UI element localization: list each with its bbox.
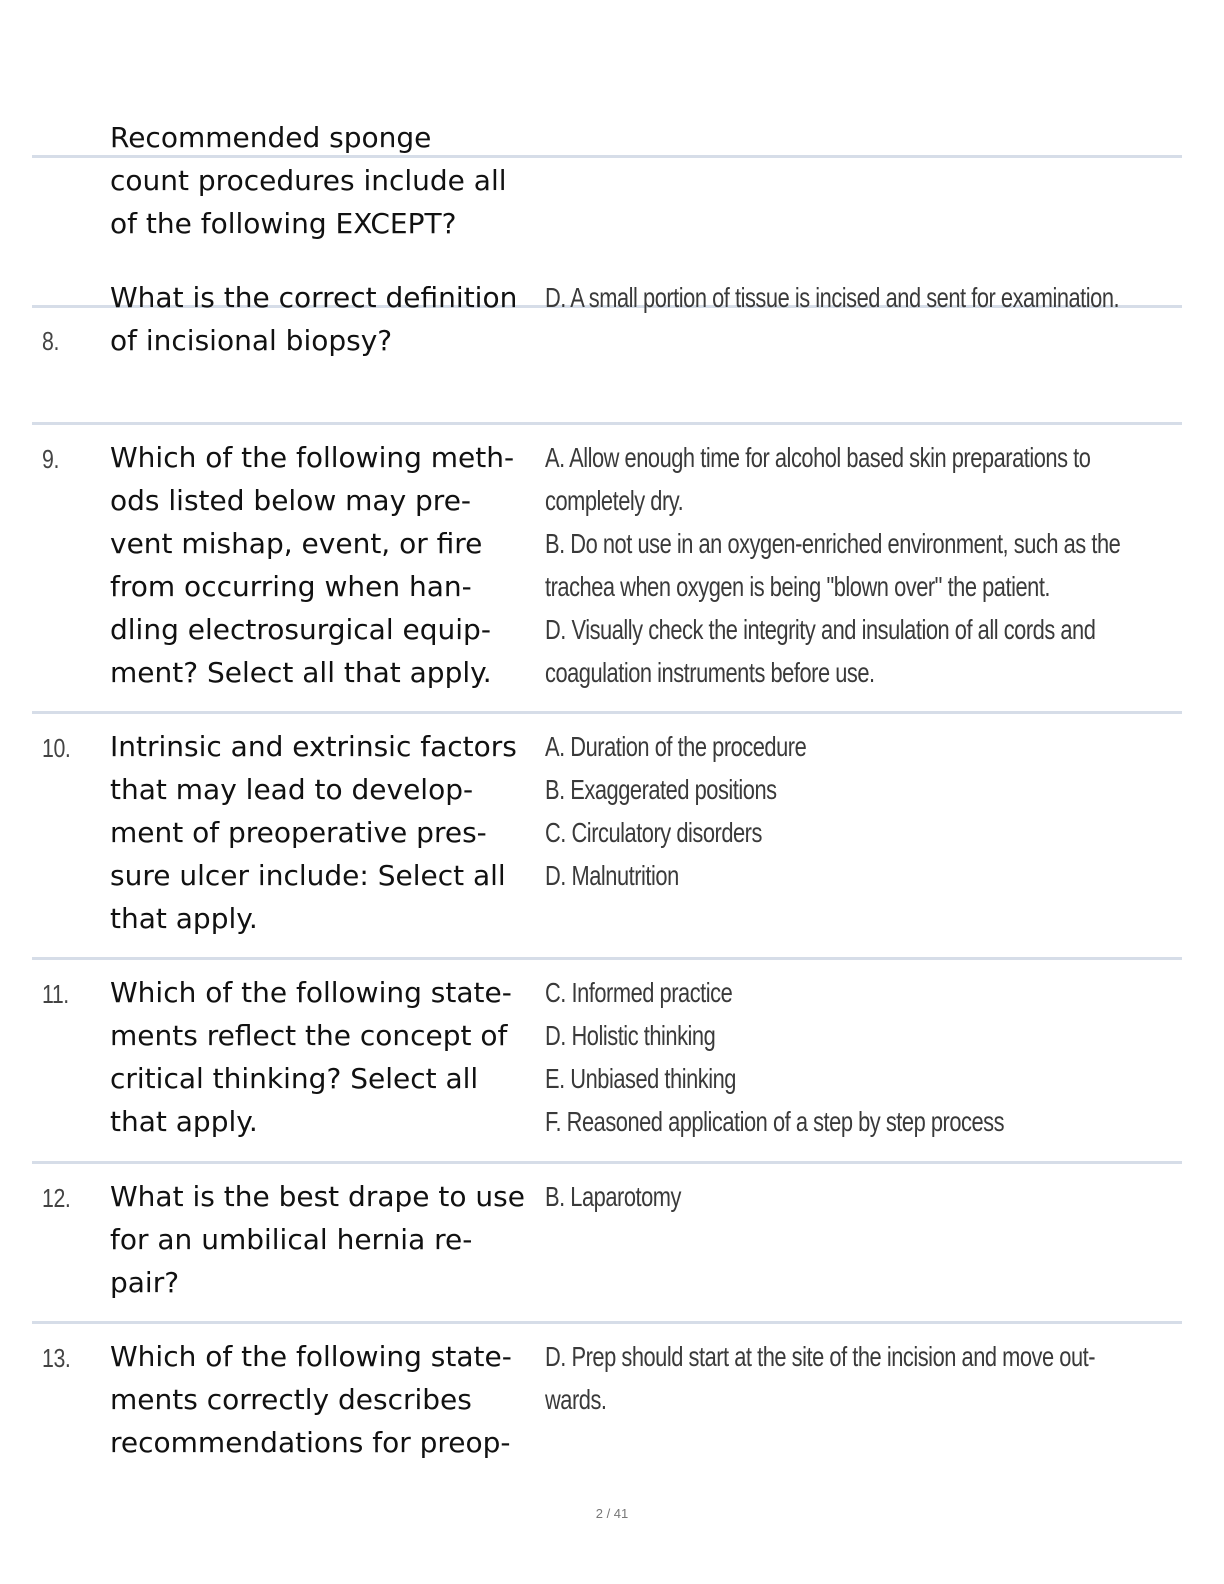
question-text: What is the correct definition of incisional biopsy? — [110, 281, 518, 357]
divider — [32, 422, 1182, 425]
question-text: Which of the following state- ments reflect the concept of critical thinking? Select all that apply. — [110, 976, 512, 1138]
divider — [32, 1321, 1182, 1324]
answer-line: C. Circulatory disorders — [545, 817, 762, 848]
question-text: Recommended sponge count procedures include all of the following EXCEPT? — [110, 121, 507, 240]
answer-line: wards. — [545, 1384, 607, 1415]
answer-line: D. Visually check the integrity and insulation of all cords and — [545, 614, 1096, 645]
answer-list — [545, 971, 1138, 1143]
answer-line: D. A small portion of tissue is incised and sent for examination. — [545, 282, 1120, 313]
answer-line: coagulation instruments before use. — [545, 657, 875, 688]
question-number: 9. — [42, 444, 59, 474]
answer-line: B. Exaggerated positions — [545, 774, 777, 805]
question-number: 10. — [42, 733, 71, 763]
question-number: 12. — [42, 1183, 71, 1213]
answer-line: F. Reasoned application of a step by step process — [545, 1106, 1005, 1137]
question-number: 8. — [42, 326, 59, 356]
question-number: 13. — [42, 1343, 71, 1373]
divider — [32, 711, 1182, 714]
answer-line: D. Prep should start at the site of the incision and move out- — [545, 1341, 1096, 1372]
answer-line: B. Laparotomy — [545, 1181, 681, 1212]
question-text: What is the best drape to use for an umbilical hernia re- pair? — [110, 1180, 525, 1299]
page-indicator: 2 / 41 — [595, 1506, 629, 1521]
divider — [32, 957, 1182, 960]
answer-line: A. Duration of the procedure — [545, 731, 807, 762]
answer-line: D. Holistic thinking — [545, 1020, 716, 1051]
answer-line: B. Do not use in an oxygen-enriched environment, such as the — [545, 528, 1121, 559]
divider — [32, 1161, 1182, 1164]
question-text: Which of the following meth- ods listed below may pre- vent mishap, event, or fire from occurring when han- dling electrosurgical equip- ment? Select all that apply. — [110, 441, 515, 689]
answer-list — [545, 1335, 1138, 1421]
answer-line: completely dry. — [545, 485, 684, 516]
answer-line: D. Malnutrition — [545, 860, 679, 891]
answer-list — [545, 1175, 1138, 1218]
answer-line: A. Allow enough time for alcohol based skin preparations to — [545, 442, 1091, 473]
question-number: 11. — [42, 979, 69, 1009]
answer-line: E. Unbiased thinking — [545, 1063, 736, 1094]
answer-line: trachea when oxygen is being "blown over" the patient. — [545, 571, 1051, 602]
answer-line: C. Informed practice — [545, 977, 733, 1008]
answer-list — [545, 276, 1138, 319]
question-text: Intrinsic and extrinsic factors that may lead to develop- ment of preoperative pres- sure ulcer include: Select all that apply. — [110, 730, 517, 935]
answer-list — [545, 725, 1138, 897]
answer-list — [545, 436, 1138, 694]
question-text: Which of the following state- ments correctly describes recommendations for preop- — [110, 1340, 512, 1459]
